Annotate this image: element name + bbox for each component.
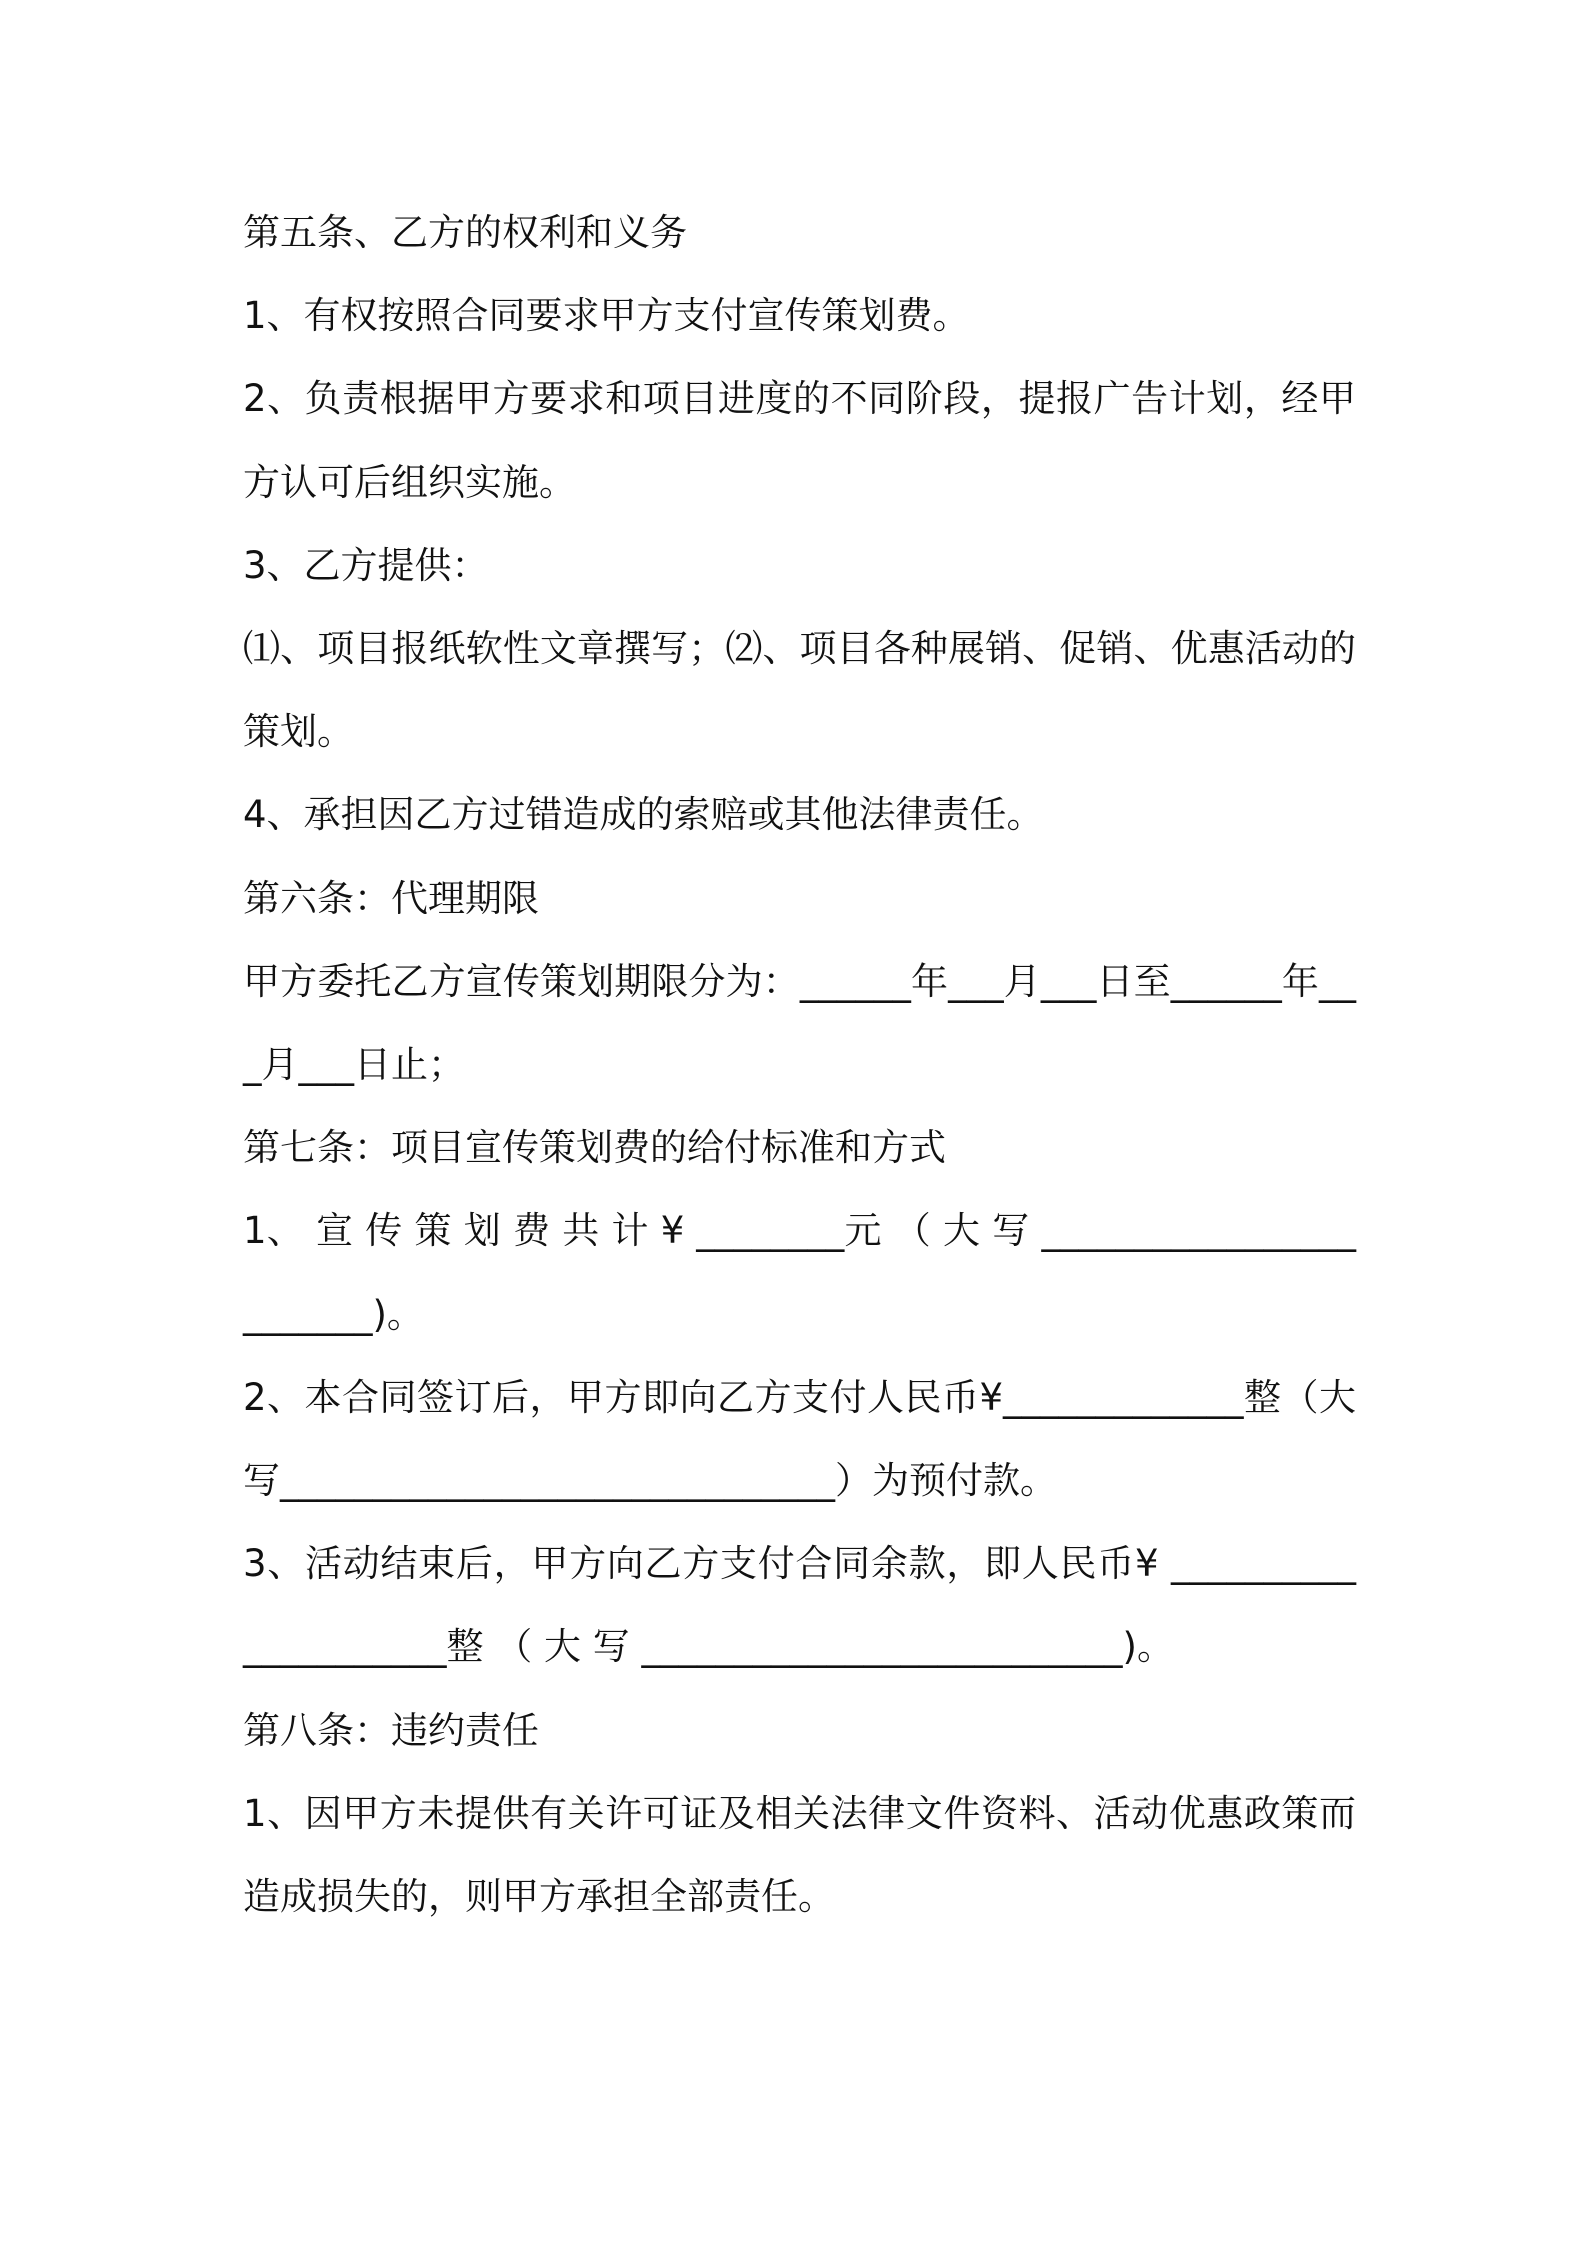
- article-7-heading: 第七条：项目宣传策划费的给付标准和方式: [243, 1126, 946, 1170]
- article-5-clause-4: 4、承担因乙方过错造成的索赔或其他法律责任。: [243, 793, 1044, 837]
- article-7-clause-3: 3、活动结束后，甲方向乙方支付合同余款，即人民币¥ _____________________整 （ 大 写 __________________________)。: [243, 1542, 1356, 1669]
- document-body: [243, 191, 1356, 1938]
- article-7-clause-2: 2、本合同签订后，甲方即向乙方支付人民币¥_____________整（大写______________________________）为预付款。: [243, 1375, 1356, 1503]
- article-8-heading: 第八条：违约责任: [243, 1708, 539, 1752]
- article-5-clause-1: 1、有权按照合同要求甲方支付宣传策划费。: [243, 294, 970, 338]
- article-8-clause-1: 1、因甲方未提供有关许可证及相关法律文件资料、活动优惠政策而造成损失的，则甲方承担全部责任。: [243, 1791, 1356, 1919]
- article-5-heading: 第五条、乙方的权利和义务: [243, 211, 687, 254]
- article-5-clause-2: 2、负责根据甲方要求和项目进度的不同阶段，提报广告计划，经甲方认可后组织实施。: [243, 377, 1356, 504]
- article-5-clause-3: 3、乙方提供：: [243, 543, 489, 587]
- article-7-clause-1: 1、 宣 传 策 划 费 共 计 ¥ ________元 （ 大 写 ________________________)。: [243, 1209, 1356, 1336]
- article-6-heading: 第六条：代理期限: [243, 876, 539, 920]
- article-6-term: 甲方委托乙方宣传策划期限分为：______年___月___日至______年___月___日止；: [243, 959, 1356, 1087]
- article-5-clause-3-items: ⑴、项目报纸软性文章撰写；⑵、项目各种展销、促销、优惠活动的策划。: [243, 627, 1356, 754]
